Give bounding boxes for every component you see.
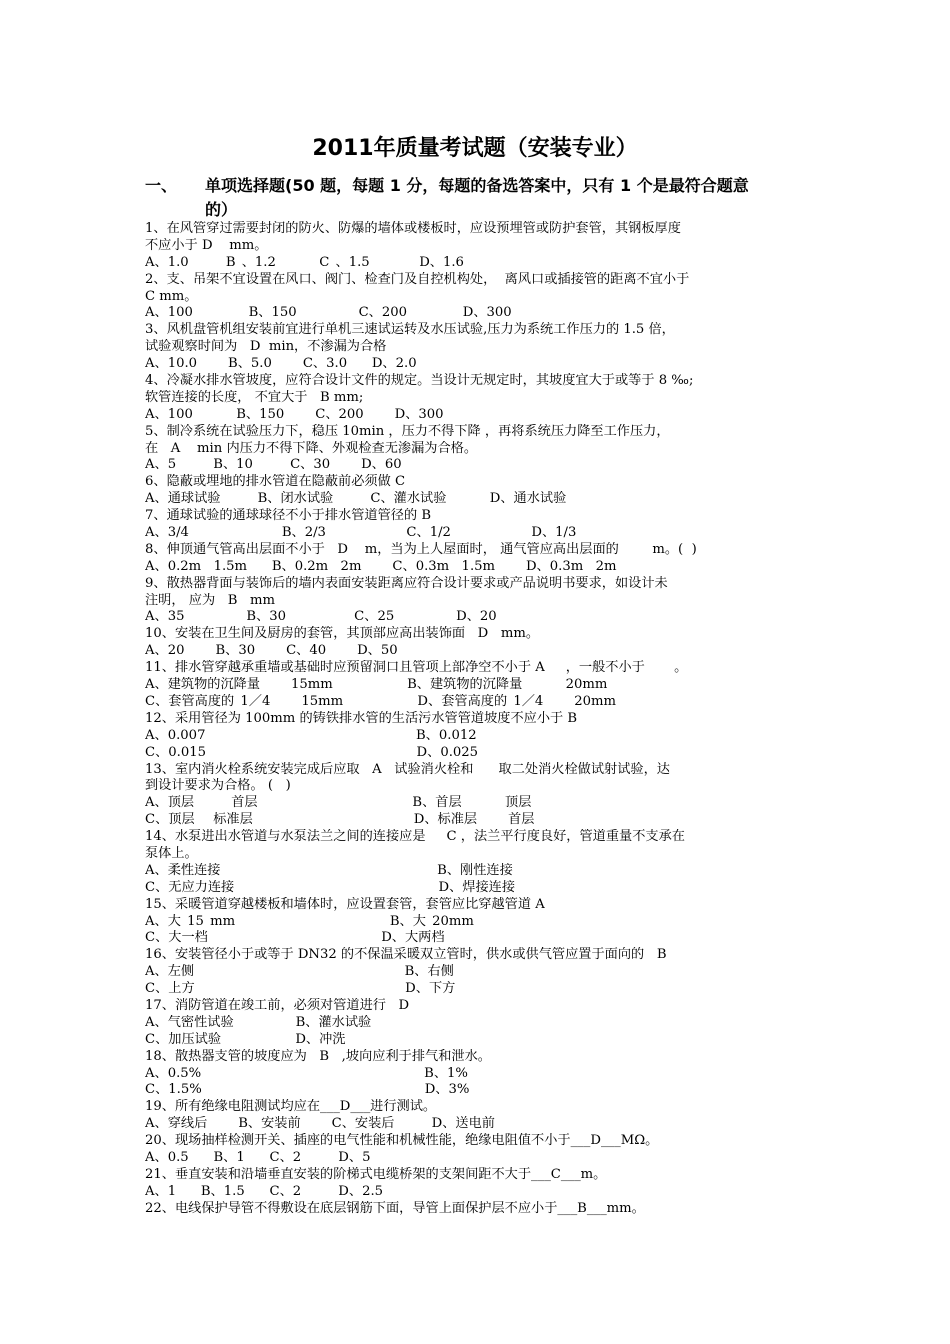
question-text-line: 12、采用管径为 100mm 的铸铁排水管的生活污水管管道坡度不应小于 B bbox=[145, 710, 578, 726]
section-number: 一、 bbox=[145, 176, 178, 195]
answer-options-line: A、1.0 B 、1.2 C 、1.5 D、1.6 bbox=[145, 254, 464, 270]
question-text-line: 15、采暖管道穿越楼板和墙体时，应设置套管，套管应比穿越管道 A bbox=[145, 896, 545, 912]
question-text-line: 3、风机盘管机组安装前宜进行单机三速试运转及水压试验,压力为系统工作压力的 1.5 倍， bbox=[145, 322, 675, 338]
question-text-line: 21、垂直安装和沿墙垂直安装的阶梯式电缆桥架的支架间距不大于___C___m。 bbox=[145, 1166, 607, 1182]
section-heading-line-2: 的） bbox=[205, 200, 238, 219]
answer-options-line: C、无应力连接 D、焊接连接 bbox=[145, 879, 516, 895]
answer-options-line: A、3/4 B、2/3 C、1/2 D、1/3 bbox=[145, 525, 577, 541]
question-text-line: 7、通球试验的通球球径不小于排水管道管径的 B bbox=[145, 508, 432, 524]
answer-options-line: C、上方 D、下方 bbox=[145, 981, 456, 997]
question-text-line: 20、现场抽样检测开关、插座的电气性能和机械性能，绝缘电阻值不小于___D___MΩ。 bbox=[145, 1133, 659, 1149]
question-text-line: 18、散热器支管的坡度应为 B ,坡向应利于排气和泄水。 bbox=[145, 1048, 491, 1064]
answer-options-line: C、顶层 标准层 D、标准层 首层 bbox=[145, 812, 535, 828]
question-text-line: C mm。 bbox=[145, 288, 198, 304]
section-heading-line-1: 单项选择题(50 题，每题 1 分，每题的备选答案中，只有 1 个是最符合题意 bbox=[205, 176, 749, 195]
answer-options-line: A、0.5% B、1% bbox=[145, 1065, 468, 1081]
answer-options-line: A、气密性试验 B、灌水试验 bbox=[145, 1014, 372, 1030]
question-text-line: 不应小于 D mm。 bbox=[145, 237, 268, 253]
question-text-line: 泵体上。 bbox=[145, 845, 198, 861]
answer-options-line: A、0.2m 1.5m B、0.2m 2m C、0.3m 1.5m D、0.3m 2m bbox=[145, 558, 617, 574]
answer-options-line: C、套管高度的 1／4 15mm D、套管高度的 1／4 20mm bbox=[145, 693, 617, 709]
question-text-line: 5、制冷系统在试验压力下，稳压 10min ，压力不得下降 ，再将系统压力降至工作压力， bbox=[145, 423, 670, 439]
answer-options-line: A、顶层 首层 B、首层 顶层 bbox=[145, 795, 532, 811]
question-text-line: 2、支、吊架不宜设置在风口、阀门、检查门及自控机构处， 离风口或插接管的距离不宜小于 bbox=[145, 271, 690, 287]
answer-options-line: C、1.5% D、3% bbox=[145, 1082, 470, 1098]
answer-options-line: A、5 B、10 C、30 D、60 bbox=[145, 457, 402, 473]
answer-options-line: A、35 B、30 C、25 D、20 bbox=[145, 609, 497, 625]
question-text-line: 试验观察时间为 D min，不渗漏为合格 bbox=[145, 339, 387, 355]
answer-options-line: A、100 B、150 C、200 D、300 bbox=[145, 305, 512, 321]
answer-options-line: A、20 B、30 C、40 D、50 bbox=[145, 643, 398, 659]
question-text-line: 注明， 应为 B mm bbox=[145, 592, 275, 608]
question-text-line: 14、水泵进出水管道与水泵法兰之间的连接应是 C ，法兰平行度良好，管道重量不支承在 bbox=[145, 829, 685, 845]
question-text-line: 到设计要求为合格。 ( ) bbox=[145, 778, 291, 794]
answer-options-line: A、100 B、150 C、200 D、300 bbox=[145, 406, 444, 422]
question-text-line: 13、室内消火栓系统安装完成后应取 A 试验消火栓和 取二处消火栓做试射试验，达 bbox=[145, 761, 670, 777]
question-text-line: 10、安装在卫生间及厨房的套管，其顶部应高出装饰面 D mm。 bbox=[145, 626, 540, 642]
question-list bbox=[145, 221, 817, 1218]
question-text-line: 9、散热器背面与装饰后的墙内表面安装距离应符合设计要求或产品说明书要求，如设计未 bbox=[145, 575, 668, 591]
answer-options-line: A、穿线后 B、安装前 C、安装后 D、送电前 bbox=[145, 1116, 495, 1132]
answer-options-line: A、0.007 B、0.012 bbox=[145, 727, 477, 743]
answer-options-line: A、10.0 B、5.0 C、3.0 D、2.0 bbox=[145, 356, 417, 372]
answer-options-line: A、柔性连接 B、刚性连接 bbox=[145, 862, 513, 878]
question-text-line: 8、伸顶通气管高出层面不小于 D m，当为上人屋面时， 通气管应高出层面的 m。( ) bbox=[145, 541, 697, 557]
question-text-line: 4、冷凝水排水管坡度，应符合设计文件的规定。当设计无规定时，其坡度宜大于或等于 8 ‰; bbox=[145, 373, 694, 389]
answer-options-line: A、建筑物的沉降量 15mm B、建筑物的沉降量 20mm bbox=[145, 677, 608, 693]
answer-options-line: C、加压试验 D、冲洗 bbox=[145, 1031, 346, 1047]
question-text-line: 19、所有绝缘电阻测试均应在___D___进行测试。 bbox=[145, 1099, 437, 1115]
question-text-line: 17、消防管道在竣工前，必须对管道进行 D bbox=[145, 997, 410, 1013]
answer-options-line: A、大 15 mm B、大 20mm bbox=[145, 913, 474, 929]
question-text-line: 1、在风管穿过需要封闭的防火、防爆的墙体或楼板时，应设预埋管或防护套管，其钢板厚度 bbox=[145, 221, 681, 236]
question-text-line: 在 A min 内压力不得下降、外观检查无渗漏为合格。 bbox=[145, 440, 478, 456]
answer-options-line: A、左侧 B、右侧 bbox=[145, 964, 454, 980]
question-text-line: 6、隐蔽或埋地的排水管道在隐蔽前必须做 C bbox=[145, 474, 406, 490]
question-text-line: 22、电线保护导管不得敷设在底层钢筋下面，导管上面保护层不应小于___B___mm。 bbox=[145, 1200, 645, 1216]
question-text-line: 11、排水管穿越承重墙或基础时应预留洞口且管项上部净空不小于 A ，一般不小于 。 bbox=[145, 660, 688, 676]
question-text-line: 软管连接的长度， 不宜大于 B mm; bbox=[145, 389, 364, 405]
answer-options-line: A、0.5 B、1 C、2 D、5 bbox=[145, 1149, 371, 1165]
answer-options-line: C、大一档 D、大两档 bbox=[145, 930, 445, 946]
question-text-line: 16、安装管径小于或等于 DN32 的不保温采暖双立管时，供水或供气管应置于面向的 B bbox=[145, 947, 667, 963]
document-title: 2011年质量考试题（安装专业） bbox=[312, 136, 638, 161]
answer-options-line: A、1 B、1.5 C、2 D、2.5 bbox=[145, 1183, 384, 1199]
answer-options-line: C、0.015 D、0.025 bbox=[145, 744, 479, 760]
answer-options-line: A、通球试验 B、闭水试验 C、灌水试验 D、通水试验 bbox=[145, 491, 567, 507]
